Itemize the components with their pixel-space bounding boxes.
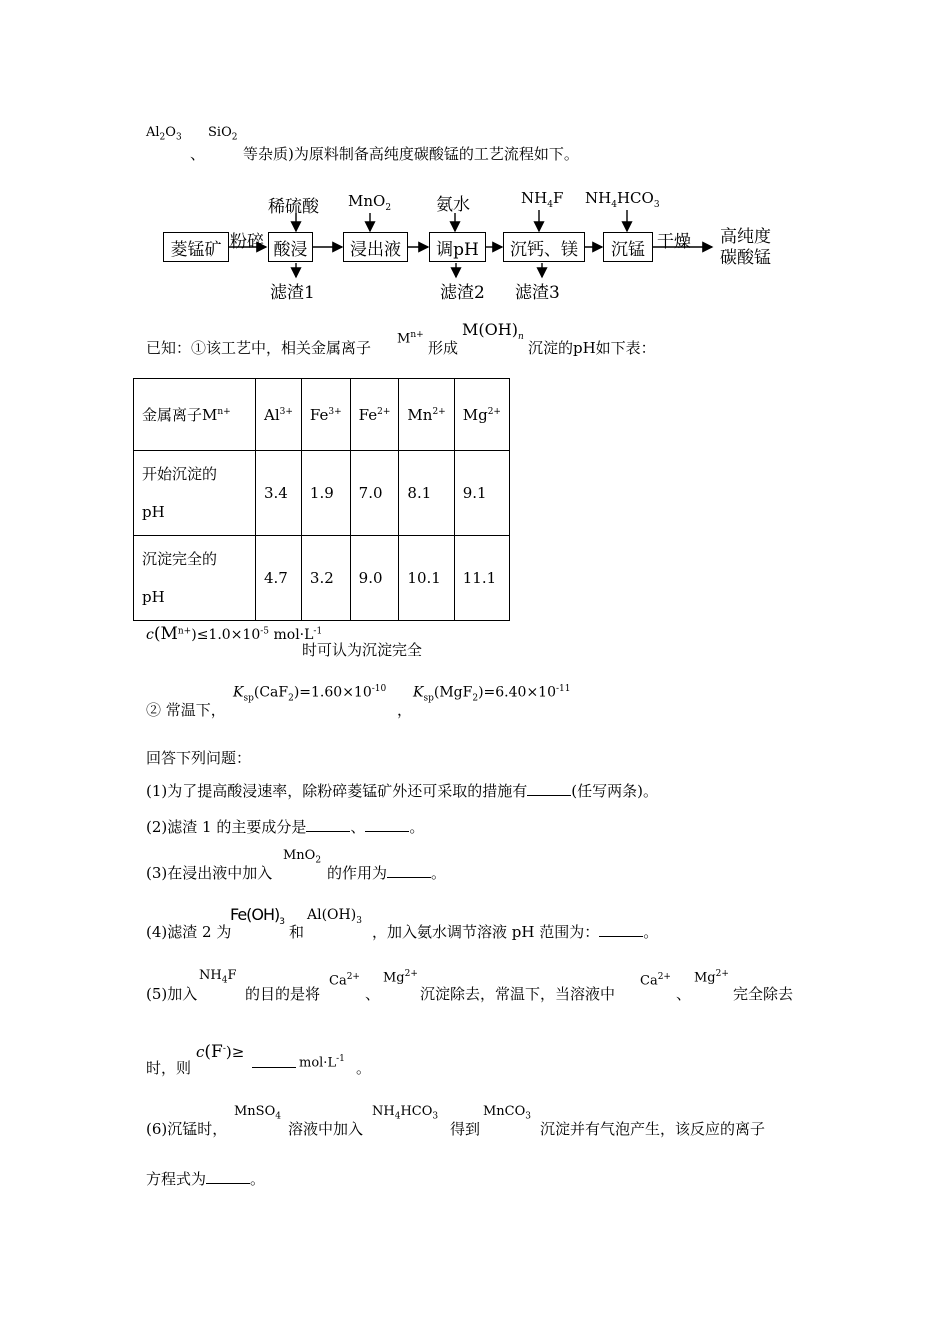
known2-ksp-caf2: $K_{sp}(CaF_2)=1.60\times 10^{-10}$ [233, 684, 387, 704]
ph-table-row [134, 536, 510, 621]
intro-text: 等杂质)为原料制备高纯度碳酸锰的工艺流程如下。 [243, 145, 579, 163]
question-5-end: 完全除去 [733, 985, 794, 1003]
question-4-tail: ，加入氨水调节溶液 pH 范围为： 。 [372, 923, 659, 941]
ph-table-cell: 3.2 [301, 536, 350, 621]
known1-prefix: 已知：①该工艺中，相关金属离子 [146, 339, 372, 357]
flow-box-precipitate-mn: 沉锰 [603, 232, 653, 262]
ph-table-ion: $Fe^{3+}$ [301, 379, 350, 451]
question-5b-text: 时，则 [146, 1059, 192, 1077]
m-superscript: n+ [410, 330, 424, 340]
question-5-sep2: 、 [676, 985, 692, 1003]
hco-subscript: 3 [653, 200, 660, 210]
ph-table-ion: $Mn^{2+}$ [399, 379, 454, 451]
flow-input-mno2 [348, 192, 391, 213]
question-5-ca2: $Ca^{2+}$ [640, 972, 671, 989]
flow-input-h2so4: 稀硫酸 [268, 197, 319, 217]
question-4-text: (4)滤渣 2 为 [146, 923, 232, 941]
flow-residue-3: 滤渣3 [515, 283, 560, 303]
mno-subscript: 2 [385, 203, 392, 213]
mno-symbol: MnO [348, 192, 386, 210]
answer-blank[interactable] [206, 1169, 250, 1184]
nh-subscript: 4 [547, 200, 553, 210]
complete-note-text: 时可认为沉淀完全 [302, 641, 423, 659]
flow-input-ammonia: 氨水 [436, 195, 470, 215]
sio-symbol: SiO [208, 125, 232, 140]
moh-formula: M(OH) [462, 320, 518, 339]
flow-input-nh4hco3 [585, 189, 660, 210]
question-5-mid: 的目的是将 [245, 985, 321, 1003]
known1-ion [397, 330, 424, 346]
answer-blank[interactable] [527, 781, 571, 796]
flow-product-line1: 高纯度 [720, 227, 771, 247]
ph-table-row [134, 451, 510, 536]
ph-table-cell: 10.1 [399, 536, 454, 621]
o-subscript: 3 [175, 132, 182, 143]
ph-table-header-label: 金属离子$M^{n+}$ [134, 379, 256, 451]
ph-table-ion: $Fe^{2+}$ [350, 379, 399, 451]
question-5-mid2: 沉淀除去，常温下，当溶液中 [420, 985, 616, 1003]
ph-table-cell: 7.0 [350, 451, 399, 536]
question-6-get: 得到 [450, 1120, 481, 1138]
question-5b-formula: c(F-)≥ [196, 1042, 245, 1062]
question-2: (2)滤渣 1 的主要成分是 、 。 [146, 818, 425, 836]
flow-label-dry: 干燥 [657, 232, 691, 252]
question-4-al: $Al(OH)_3$ [307, 907, 362, 926]
known2-comma: ， [397, 701, 413, 719]
flow-box-leachate: 浸出液 [343, 232, 408, 262]
flow-box-acid-leach: 酸浸 [268, 232, 313, 262]
nh-symbol: NH [521, 189, 548, 207]
ph-table-ion: $Al^{3+}$ [256, 379, 302, 451]
question-6b: 方程式为 。 [146, 1170, 266, 1188]
complete-note-formula: $c(M^{n+})\le 1.0\times 10^{-5}$ $mol\cdot L^{-1}$ [146, 624, 323, 644]
flow-residue-1: 滤渣1 [270, 283, 315, 303]
ph-table-cell: 3.4 [256, 451, 302, 536]
question-4-and: 和 [289, 923, 305, 941]
questions-intro: 回答下列问题： [146, 749, 252, 767]
ph-table-ion: $Mg^{2+}$ [454, 379, 509, 451]
question-5b-blank [252, 1053, 296, 1072]
flow-product-line2: 碳酸锰 [720, 248, 771, 268]
question-5-sep: 、 [365, 985, 381, 1003]
ph-table-row-label: 开始沉淀的 pH [134, 451, 256, 536]
moh-subscript: n [517, 332, 524, 343]
question-1: (1)为了提高酸浸速率，除粉碎菱锰矿外还可采取的措施有 (任写两条)。 [146, 782, 658, 800]
sio-subscript: 2 [231, 132, 238, 143]
ph-table-cell: 11.1 [454, 536, 509, 621]
question-6-mid: 溶液中加入 [288, 1120, 364, 1138]
answer-blank[interactable] [306, 817, 350, 832]
ph-table-header [134, 379, 510, 451]
ph-table-row-label: 沉淀完全的 pH [134, 536, 256, 621]
question-5-mg: $Mg^{2+}$ [383, 969, 418, 986]
question-5-mg2: $Mg^{2+}$ [694, 969, 729, 986]
question-6-mnso4: MnSO$_4$ [234, 1104, 281, 1122]
flow-residue-2: 滤渣2 [440, 283, 485, 303]
question-5-nh4f: $NH_4F$ [199, 968, 237, 986]
ph-table-cell: 4.7 [256, 536, 302, 621]
flow-box-ore: 菱锰矿 [163, 232, 229, 262]
known1-hydroxide [462, 320, 524, 342]
flow-box-adjust-ph: 调pH [429, 232, 486, 262]
intro-separator: 、 [190, 145, 206, 163]
known2-prefix: ② 常温下， [146, 701, 226, 719]
nh-subscript: 4 [611, 200, 617, 210]
question-3-text: (3)在浸出液中加入 [146, 864, 273, 882]
nh-symbol: NH [585, 189, 612, 207]
question-5b-unit: $mol\cdot L^{-1}$ [299, 1054, 345, 1071]
question-3-tail: 的作用为 。 [327, 864, 447, 882]
question-4-fe: $Fe(OH)_3$ [230, 905, 285, 928]
question-5-text: (5)加入 [146, 985, 198, 1003]
ph-table [133, 378, 510, 621]
question-6-text: (6)沉锰时， [146, 1120, 228, 1138]
f-symbol: F [552, 189, 564, 207]
answer-blank[interactable] [252, 1053, 296, 1068]
o-symbol: O [165, 125, 176, 140]
ph-table-cell: 8.1 [399, 451, 454, 536]
flow-label-crush: 粉碎 [230, 232, 264, 252]
ph-table-cell: 9.1 [454, 451, 509, 536]
flow-arrows [0, 0, 950, 320]
al-subscript: 2 [159, 132, 166, 143]
flow-input-nh4f [521, 189, 563, 210]
question-6-nh4hco3: $NH_4HCO_3$ [372, 1104, 439, 1122]
known1-form: 形成 [428, 339, 459, 357]
ph-table-cell: 9.0 [350, 536, 399, 621]
ph-table-cell: 1.9 [301, 451, 350, 536]
known2-ksp-mgf2: $K_{sp}(MgF_2)=6.40\times 10^{-11}$ [413, 684, 571, 704]
flow-box-remove-ca-mg: 沉钙、镁 [503, 232, 585, 262]
known1-suffix: 沉淀的pH如下表： [528, 339, 656, 357]
answer-blank[interactable] [599, 922, 643, 937]
al-symbol: Al [146, 125, 160, 140]
question-5b-end: 。 [356, 1059, 372, 1077]
question-6-tail: 沉淀并有气泡产生，该反应的离子 [540, 1120, 766, 1138]
hco-symbol: HCO [616, 189, 654, 207]
answer-blank[interactable] [365, 817, 409, 832]
m-symbol: M [397, 331, 411, 347]
answer-blank[interactable] [387, 863, 431, 878]
question-6-mnco3: MnCO$_3$ [483, 1104, 532, 1122]
question-5-ca: $Ca^{2+}$ [329, 972, 360, 989]
question-3-chem: MnO$_2$ [283, 848, 322, 866]
